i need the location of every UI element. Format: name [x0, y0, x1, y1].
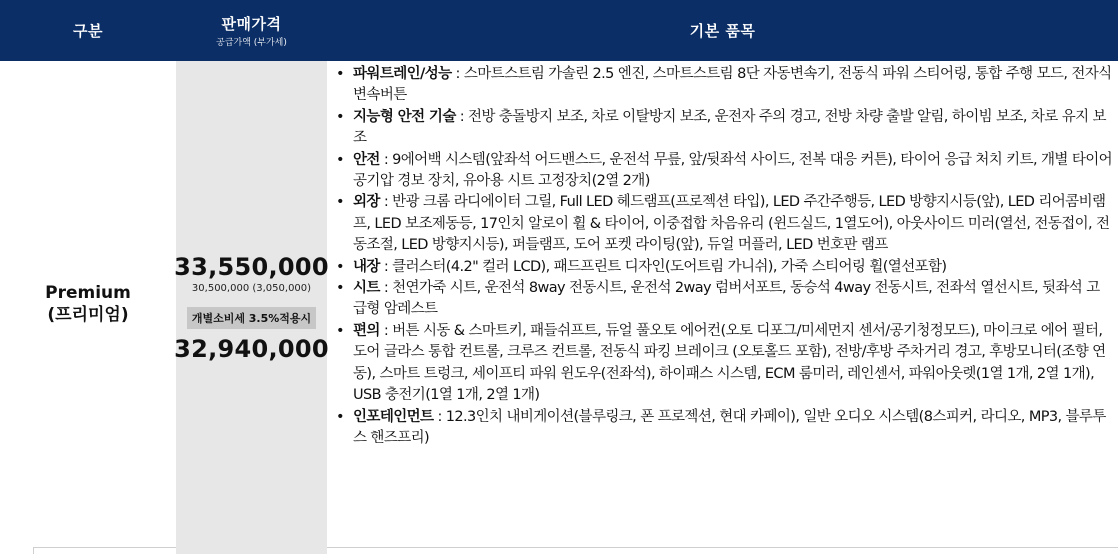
list-item	[327, 278, 1113, 321]
trim-name-ko: (프리미엄)	[47, 305, 129, 325]
header-items-cell	[327, 0, 1118, 61]
item-text	[353, 192, 1113, 256]
item-desc: : 버튼 시동 & 스마트키, 패들쉬프트, 듀얼 풀오토 에어컨(오토 디포그/미세먼지 센서/공기청정모드), 마이크로 에어 필터, 도어 글라스 통합 컨트롤, 크루즈 컨트롤, 전동식 파킹 브레이크 (오토홀드 포함), 전방/후방 주차거리 경고, 후방모니터(조향 연동), 스마트 트렁크, 세이프티 파워 윈도우(전좌석), 하이패스 시스템, ECM 룸미러, 레인센서, 파워아웃렛(1열 1개, 2열 1개), USB 충전기(1열 1개, 2열 1개)	[353, 322, 1106, 404]
row-divider-left	[33, 547, 34, 554]
price-cell	[176, 61, 327, 554]
item-label: 안전	[353, 151, 380, 168]
item-label: 외장	[353, 194, 380, 211]
tax-badge: 개별소비세 3.5%적용시	[187, 307, 316, 329]
table-header	[0, 0, 1118, 61]
trim-name-en: Premium	[45, 283, 131, 303]
item-label: 내장	[353, 258, 380, 275]
header-category: 구분	[73, 22, 103, 40]
next-row-price-cell	[176, 547, 327, 554]
list-item	[327, 107, 1113, 150]
header-items: 기본 품목	[689, 22, 756, 40]
header-price-cell	[176, 0, 327, 61]
sale-price: 33,550,000	[174, 252, 329, 281]
item-label: 파워트레인/성능	[353, 66, 452, 82]
bullet: •	[336, 280, 344, 297]
item-desc: : 12.3인치 내비게이션(블루링크, 폰 프로젝션, 현대 카페이), 일반 오디오 시스템(8스피커, 라디오, MP3, 블루투스 핸즈프리)	[353, 408, 1106, 446]
list-item	[327, 321, 1113, 407]
item-text	[353, 257, 1113, 278]
item-text	[353, 107, 1113, 150]
price-breakdown: 30,500,000 (3,050,000)	[191, 282, 312, 294]
list-item	[327, 150, 1113, 193]
table-row	[0, 61, 1118, 547]
item-desc: : 반광 크롬 라디에이터 그릴, Full LED 헤드램프(프로젝션 타입), LED 주간주행등, LED 방향지시등(앞), LED 리어콤비램프, LED 보조제동등, 17인치 알로이 휠 & 타이어, 이중접합 차음유리 (윈드실드, 1열도어), 아웃사이드 미러(열선, 전동접이, 전동조절, LED 방향지시등), 퍼들램프, 도어 포켓 라이팅(앞), 듀얼 머플러, LED 번호판 램프	[353, 194, 1110, 254]
item-desc: : 스마트스트림 가솔린 2.5 엔진, 스마트스트림 8단 자동변속기, 전동식 파워 스티어링, 통합 주행 모드, 전자식 변속버튼	[353, 66, 1112, 104]
item-text	[353, 407, 1113, 450]
bullet: •	[336, 108, 344, 125]
list-item	[327, 257, 1113, 278]
item-desc: : 전방 충돌방지 보조, 차로 이탈방지 보조, 운전자 주의 경고, 전방 차량 출발 알림, 하이빔 보조, 차로 유지 보조	[353, 108, 1106, 147]
item-label: 시트	[353, 280, 380, 297]
header-category-cell	[0, 0, 176, 61]
bullet: •	[336, 66, 344, 82]
tax-applied-price: 32,940,000	[174, 334, 329, 363]
item-text	[353, 278, 1113, 321]
item-text	[353, 321, 1113, 407]
item-desc: : 9에어백 시스템(앞좌석 어드밴스드, 운전석 무릎, 앞/뒷좌석 사이드, 전복 대응 커튼), 타이어 응급 처치 키트, 개별 타이어 공기압 경보 장치, 유아용 시트 고정장치(2열 2개)	[353, 151, 1113, 190]
header-price-sub: 공급가액 (부가세)	[216, 38, 287, 48]
item-text	[353, 150, 1113, 193]
bullet: •	[336, 194, 344, 211]
item-text	[353, 64, 1113, 107]
list-item	[327, 407, 1113, 450]
item-label: 편의	[353, 322, 380, 339]
item-label: 인포테인먼트	[353, 408, 434, 425]
feature-list	[327, 64, 1113, 544]
item-desc: : 클러스터(4.2" 컬러 LCD), 패드프린트 디자인(도어트림 가니쉬), 가죽 스티어링 휠(열선포함)	[379, 258, 947, 275]
item-label: 지능형 안전 기술	[353, 108, 456, 125]
item-desc: : 천연가죽 시트, 운전석 8way 전동시트, 운전석 2way 럼버서포트, 동승석 4way 전동시트, 전좌석 열선시트, 뒷좌석 고급형 암레스트	[353, 280, 1100, 318]
list-item	[327, 192, 1113, 256]
trim-cell	[0, 61, 176, 547]
header-price: 판매가격	[221, 15, 282, 33]
bullet: •	[336, 322, 344, 339]
bullet: •	[336, 258, 344, 275]
bullet: •	[336, 151, 344, 168]
bullet: •	[336, 408, 344, 425]
list-item	[327, 64, 1113, 107]
